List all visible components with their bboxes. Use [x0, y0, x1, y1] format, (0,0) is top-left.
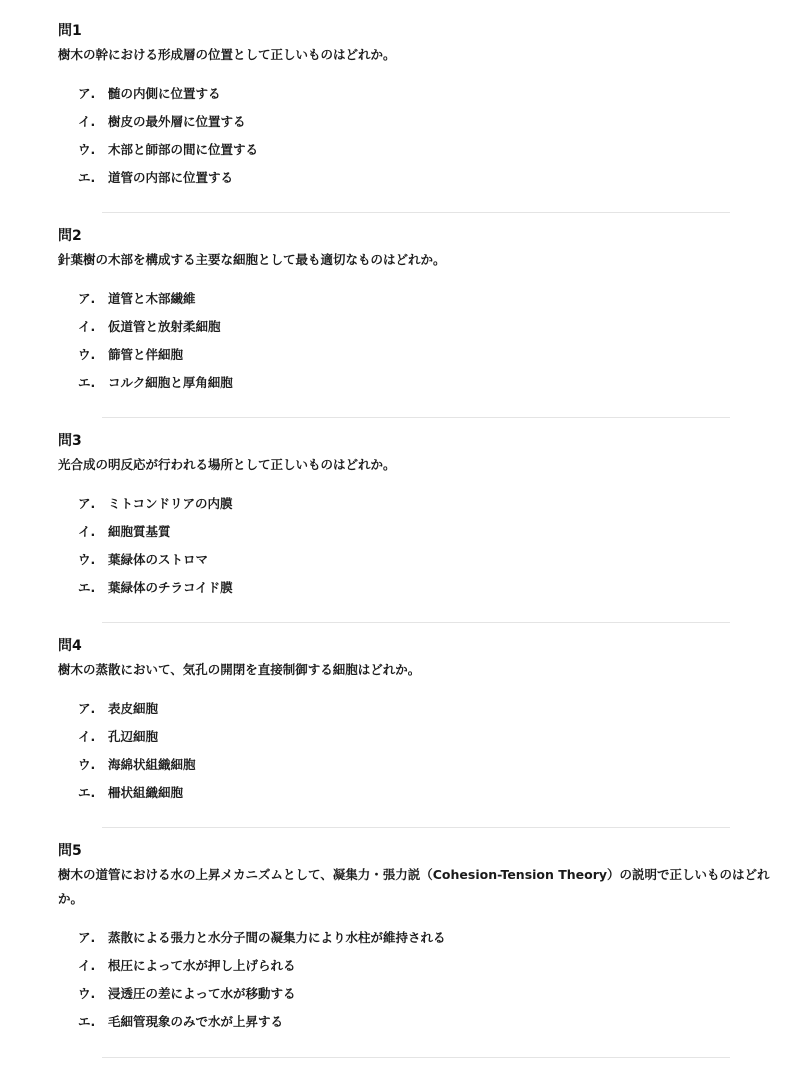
question-number: 問1 — [58, 23, 82, 39]
option-key: エ. — [78, 580, 96, 595]
question-divider — [102, 1057, 730, 1058]
option-text: 樹皮の最外層に位置する — [108, 114, 246, 129]
question-divider — [102, 417, 730, 418]
option-u[interactable] — [78, 980, 778, 1008]
option-text: 篩管と伴細胞 — [108, 347, 184, 362]
question-number: 問4 — [58, 638, 82, 654]
option-u[interactable] — [78, 546, 778, 574]
option-e[interactable] — [78, 574, 778, 602]
option-a[interactable] — [78, 285, 778, 313]
option-text: 葉緑体のチラコイド膜 — [108, 580, 233, 595]
option-text: 髄の内側に位置する — [108, 86, 221, 101]
option-list — [58, 924, 778, 1036]
option-e[interactable] — [78, 164, 778, 192]
question-5 — [58, 842, 778, 1036]
option-text: 表皮細胞 — [108, 701, 159, 716]
option-a[interactable] — [78, 490, 778, 518]
option-e[interactable] — [78, 779, 778, 807]
option-key: イ. — [78, 524, 96, 539]
question-text: 樹木の道管における水の上昇メカニズムとして、凝集力・張力説（Cohesion-Tension Theory）の説明で正しいものはどれか。 — [58, 867, 770, 906]
question-3 — [58, 432, 778, 602]
option-key: エ. — [78, 1014, 96, 1029]
question-divider — [102, 827, 730, 828]
option-key: エ. — [78, 375, 96, 390]
option-i[interactable] — [78, 108, 778, 136]
option-text: 仮道管と放射柔細胞 — [108, 319, 221, 334]
option-key: ウ. — [78, 986, 96, 1001]
option-key: ア. — [78, 86, 96, 101]
question-text: 針葉樹の木部を構成する主要な細胞として最も適切なものはどれか。 — [58, 252, 446, 267]
option-text: 道管の内部に位置する — [108, 170, 234, 185]
option-a[interactable] — [78, 80, 778, 108]
option-text: 毛細管現象のみで水が上昇する — [108, 1014, 284, 1029]
option-text: 孔辺細胞 — [108, 729, 159, 744]
option-list — [58, 490, 778, 602]
option-key: ア. — [78, 496, 96, 511]
option-text: コルク細胞と厚角細胞 — [108, 375, 233, 390]
option-text: 木部と師部の間に位置する — [108, 142, 259, 157]
option-e[interactable] — [78, 1008, 778, 1036]
option-text: 海綿状組織細胞 — [108, 757, 196, 772]
option-u[interactable] — [78, 751, 778, 779]
option-list — [58, 80, 778, 192]
option-text: 浸透圧の差によって水が移動する — [108, 986, 296, 1001]
option-a[interactable] — [78, 695, 778, 723]
option-key: ア. — [78, 701, 96, 716]
option-key: ウ. — [78, 757, 96, 772]
option-key: イ. — [78, 319, 96, 334]
option-key: ウ. — [78, 552, 96, 567]
option-u[interactable] — [78, 136, 778, 164]
option-list — [58, 285, 778, 397]
option-text: ミトコンドリアの内膜 — [108, 496, 233, 511]
question-text: 樹木の蒸散において、気孔の開閉を直接制御する細胞はどれか。 — [58, 662, 421, 677]
option-text: 蒸散による張力と水分子間の凝集力により水柱が維持される — [108, 930, 446, 945]
option-a[interactable] — [78, 924, 778, 952]
option-list — [58, 695, 778, 807]
question-divider — [102, 622, 730, 623]
option-key: ア. — [78, 291, 96, 306]
option-key: イ. — [78, 114, 96, 129]
option-text: 柵状組織細胞 — [108, 785, 184, 800]
question-divider — [102, 212, 730, 213]
question-number: 問5 — [58, 843, 82, 859]
question-text: 光合成の明反応が行われる場所として正しいものはどれか。 — [58, 457, 396, 472]
question-text: 樹木の幹における形成層の位置として正しいものはどれか。 — [58, 47, 396, 62]
option-i[interactable] — [78, 518, 778, 546]
option-text: 根圧によって水が押し上げられる — [108, 958, 296, 973]
option-key: ア. — [78, 930, 96, 945]
option-key: イ. — [78, 729, 96, 744]
option-u[interactable] — [78, 341, 778, 369]
option-key: ウ. — [78, 142, 96, 157]
option-e[interactable] — [78, 369, 778, 397]
question-1 — [58, 22, 778, 192]
question-4 — [58, 637, 778, 807]
option-i[interactable] — [78, 723, 778, 751]
option-text: 細胞質基質 — [108, 524, 171, 539]
question-number: 問2 — [58, 228, 82, 244]
option-text: 葉緑体のストロマ — [108, 552, 209, 567]
option-key: エ. — [78, 785, 96, 800]
option-key: エ. — [78, 170, 96, 185]
option-text: 道管と木部繊維 — [108, 291, 196, 306]
option-i[interactable] — [78, 313, 778, 341]
option-i[interactable] — [78, 952, 778, 980]
option-key: イ. — [78, 958, 96, 973]
question-2 — [58, 227, 778, 397]
question-number: 問3 — [58, 433, 82, 449]
option-key: ウ. — [78, 347, 96, 362]
